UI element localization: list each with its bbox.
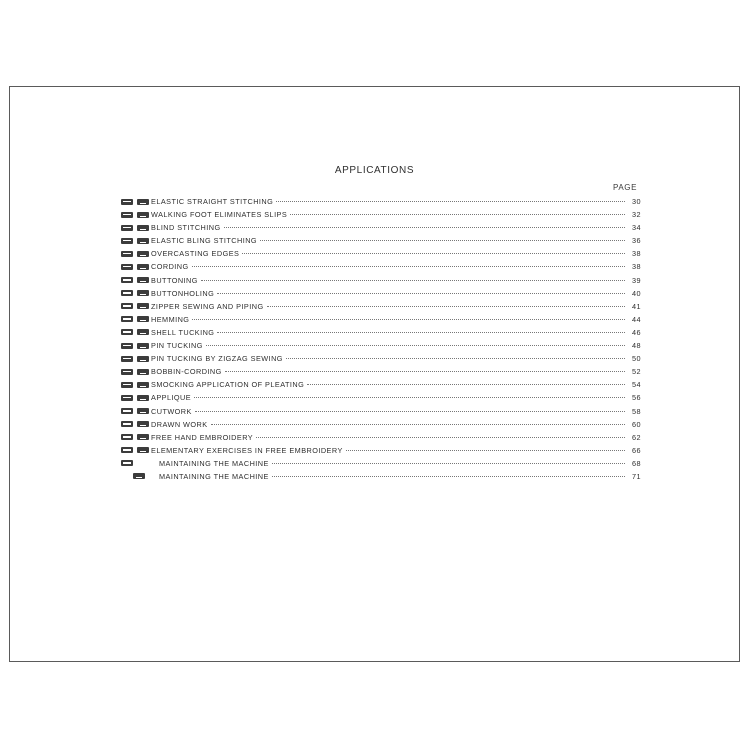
toc-entry-label: WALKING FOOT ELIMINATES SLIPS	[151, 210, 288, 220]
toc-entry	[119, 457, 641, 470]
toc-entry-page: 38	[631, 249, 641, 259]
toc-entry-label: SHELL TUCKING	[151, 327, 215, 337]
toc-entry-label: ZIPPER SEWING AND PIPING	[151, 301, 264, 311]
dot-leader	[194, 397, 625, 398]
toc-entry-page: 32	[631, 210, 641, 220]
dot-leader	[225, 371, 625, 372]
toc-entry-text	[151, 352, 627, 365]
toc-entry-page: 54	[631, 380, 641, 390]
manual-page	[9, 86, 740, 662]
machine-b-icon	[137, 382, 149, 388]
toc-entry-label: BUTTONING	[151, 275, 198, 285]
toc-entry-text	[151, 339, 627, 352]
toc-entry-page: 71	[631, 471, 641, 481]
machine-b-icon	[137, 421, 149, 427]
dot-leader	[272, 463, 625, 464]
toc-entry-label: APPLIQUE	[151, 393, 192, 403]
toc-entry-text	[151, 313, 627, 326]
machine-b-icon	[137, 369, 149, 375]
dot-leader	[201, 280, 625, 281]
machine-a-icon	[121, 369, 133, 375]
toc-entry	[119, 444, 641, 457]
toc-entry-label: CORDING	[151, 262, 189, 272]
toc-entry	[119, 470, 641, 483]
toc-entry-page: 44	[631, 314, 641, 324]
machine-b-icon	[137, 434, 149, 440]
toc-entry-text	[151, 444, 627, 457]
toc-entry-label: OVERCASTING EDGES	[151, 249, 240, 259]
machine-a-icon	[121, 264, 133, 270]
machine-a-icon	[121, 277, 133, 283]
toc-entry-text	[151, 378, 627, 391]
machine-a-icon	[121, 290, 133, 296]
toc-entry-text	[151, 260, 627, 273]
machine-a-icon	[121, 251, 133, 257]
toc-entry-label: ELASTIC STRAIGHT STITCHING	[151, 197, 274, 206]
toc-entry-page: 46	[631, 327, 641, 337]
machine-b-icon	[137, 199, 149, 205]
toc-entry-page: 52	[631, 367, 641, 377]
toc-entry	[119, 339, 641, 352]
toc-entry-label: CUTWORK	[151, 406, 192, 416]
dot-leader	[195, 411, 625, 412]
dot-leader	[272, 476, 625, 477]
toc-entry	[119, 274, 641, 287]
toc-entry-text	[151, 365, 627, 378]
toc-entry-text	[151, 287, 627, 300]
machine-b-icon	[137, 303, 149, 309]
toc-entry-label: BUTTONHOLING	[151, 288, 215, 298]
toc-entry-page: 30	[631, 197, 641, 206]
dot-leader	[192, 319, 625, 320]
toc-entry-text	[151, 405, 627, 418]
machine-b-icon	[137, 329, 149, 335]
machine-a-icon	[121, 212, 133, 218]
dot-leader	[290, 214, 625, 215]
machine-a-icon	[121, 447, 133, 453]
dot-leader	[267, 306, 625, 307]
toc-entry-page: 68	[631, 458, 641, 468]
machine-b-icon	[137, 290, 149, 296]
dot-leader	[206, 345, 625, 346]
dot-leader	[217, 332, 625, 333]
toc-entry-label: HEMMING	[151, 314, 190, 324]
machine-a-icon	[121, 421, 133, 427]
dot-leader	[346, 450, 625, 451]
toc-entry	[119, 300, 641, 313]
toc-entry-text	[151, 195, 627, 208]
toc-entry	[119, 326, 641, 339]
toc-entry-page: 50	[631, 354, 641, 364]
toc-entry-text	[159, 457, 627, 470]
machine-b-icon	[137, 277, 149, 283]
machine-b-icon	[137, 225, 149, 231]
toc-entry-text	[151, 418, 627, 431]
toc-entry	[119, 405, 641, 418]
machine-a-icon	[121, 356, 133, 362]
toc-entry-text	[151, 247, 627, 260]
toc-entry-page: 66	[631, 445, 641, 455]
toc-entry-label: SMOCKING APPLICATION OF PLEATING	[151, 380, 305, 390]
toc-entry	[119, 195, 641, 208]
toc-entry	[119, 365, 641, 378]
machine-b-icon	[137, 264, 149, 270]
toc-entry-page: 48	[631, 341, 641, 351]
machine-a-icon	[121, 460, 133, 466]
machine-a-icon	[121, 199, 133, 205]
dot-leader	[260, 240, 625, 241]
machine-b-icon	[137, 251, 149, 257]
dot-leader	[256, 437, 625, 438]
dot-leader	[242, 253, 625, 254]
toc-entry	[119, 287, 641, 300]
toc-entry-page: 36	[631, 236, 641, 246]
toc-entry-page: 41	[631, 301, 641, 311]
machine-a-icon	[121, 225, 133, 231]
dot-leader	[276, 201, 625, 202]
machine-a-icon	[121, 382, 133, 388]
machine-b-icon	[137, 238, 149, 244]
machine-a-icon	[121, 316, 133, 322]
toc-entry	[119, 352, 641, 365]
toc-entry-page: 60	[631, 419, 641, 429]
machine-b-icon	[137, 316, 149, 322]
machine-a-icon	[121, 303, 133, 309]
toc-entry	[119, 418, 641, 431]
toc-entry-text	[151, 431, 627, 444]
toc-entry-text	[151, 234, 627, 247]
toc-entry	[119, 313, 641, 326]
toc-entry-page: 56	[631, 393, 641, 403]
dot-leader	[224, 227, 625, 228]
dot-leader	[307, 384, 625, 385]
toc-entry-label: ELASTIC BLING STITCHING	[151, 236, 258, 246]
machine-b-icon	[137, 356, 149, 362]
machine-a-icon	[121, 434, 133, 440]
machine-b-icon	[133, 473, 145, 479]
machine-b-icon	[137, 408, 149, 414]
toc-entry-page: 39	[631, 275, 641, 285]
toc-entry-label: MAINTAINING THE MACHINE	[159, 458, 269, 468]
toc-entry-page: 40	[631, 288, 641, 298]
toc-entry	[119, 391, 641, 404]
toc-entry	[119, 378, 641, 391]
machine-b-icon	[137, 343, 149, 349]
toc-entry-label: DRAWN WORK	[151, 419, 208, 429]
machine-a-icon	[121, 408, 133, 414]
machine-b-icon	[137, 212, 149, 218]
toc-entry-label: PIN TUCKING	[151, 341, 203, 351]
toc-entry-label: PIN TUCKING BY ZIGZAG SEWING	[151, 354, 283, 364]
toc-entry	[119, 260, 641, 273]
toc-entry-text	[151, 300, 627, 313]
machine-a-icon	[121, 343, 133, 349]
machine-a-icon	[121, 329, 133, 335]
toc-entry	[119, 431, 641, 444]
toc-entry-text	[151, 326, 627, 339]
table-of-contents	[119, 195, 641, 483]
toc-entry-label: BLIND STITCHING	[151, 223, 221, 233]
toc-entry-page: 38	[631, 262, 641, 272]
dot-leader	[192, 266, 625, 267]
toc-entry-label: ELEMENTARY EXERCISES IN FREE EMBROIDERY	[151, 445, 343, 455]
dot-leader	[217, 293, 625, 294]
toc-entry-label: BOBBIN-CORDING	[151, 367, 222, 377]
toc-entry-page: 62	[631, 432, 641, 442]
toc-entry	[119, 208, 641, 221]
toc-entry-text	[159, 470, 627, 483]
toc-entry-text	[151, 274, 627, 287]
toc-entry-page: 58	[631, 406, 641, 416]
machine-a-icon	[121, 395, 133, 401]
machine-b-icon	[137, 395, 149, 401]
machine-a-icon	[121, 238, 133, 244]
page-title: APPLICATIONS	[334, 165, 415, 176]
toc-entry-page: 34	[631, 223, 641, 233]
machine-b-icon	[137, 447, 149, 453]
toc-entry	[119, 221, 641, 234]
page-column-header: PAGE	[613, 183, 638, 192]
toc-entry-text	[151, 208, 627, 221]
dot-leader	[211, 424, 625, 425]
toc-entry-label: MAINTAINING THE MACHINE	[159, 471, 269, 481]
toc-entry-text	[151, 391, 627, 404]
toc-entry	[119, 247, 641, 260]
dot-leader	[286, 358, 625, 359]
toc-entry-label: FREE HAND EMBROIDERY	[151, 432, 254, 442]
toc-entry-text	[151, 221, 627, 234]
toc-entry	[119, 234, 641, 247]
